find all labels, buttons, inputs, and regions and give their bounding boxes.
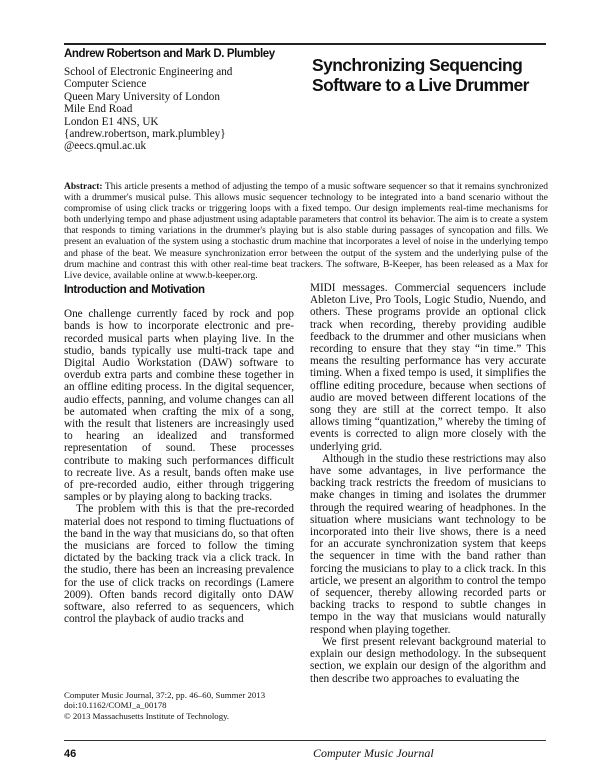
author-names: Andrew Robertson and Mark D. Plumbley: [64, 48, 275, 60]
abstract: [64, 182, 548, 282]
body-paragraph: One challenge currently faced by rock and pop bands is how to incorporate electronic and pre-recorded musical parts when playing live. In the studio, bands typically use multi-track tape and Digital Audio Workstation (DAW) software to overdub extra parts and combine these together in an offline editing process. In the digital sequencer, audio effects, panning, and volume changes can all be automated when crafting the mix of a song, with the result that listeners are increasingly used to hearing an idealized and transformed representation of sound. These processes contribute to making such performances difficult to recreate live. As a result, bands often make use of pre-recorded audio, either through triggering samples or by playing along to backing tracks.: [64, 308, 294, 504]
body-paragraph: MIDI messages. Commercial sequencers include Ableton Live, Pro Tools, Logic Studio, Nuendo, and others. These programs provide an optional click track when recording, thereby providing audible feedback to the drummer and other musicians when recording to ensure that they stay “in time.” This means the resulting performance has very accurate timing. When a fixed tempo is used, it simplifies the offline editing procedure, because when sections of audio are moved between different locations of the song they are still at the correct tempo. It also allows timing “quantization,” whereby the timing of events is corrected to align more closely with the underlying grid.: [310, 282, 546, 453]
section-heading: Introduction and Motivation: [64, 284, 205, 296]
affiliation-line: Mile End Road: [64, 103, 133, 116]
journal-name: Computer Music Journal: [313, 746, 434, 760]
left-column: [64, 282, 294, 625]
copyright-line: © 2013 Massachusetts Institute of Technology.: [64, 710, 230, 721]
affiliation-line: School of Electronic Engineering and: [64, 66, 233, 78]
body-paragraph: We first present relevant background material to explain our design methodology. In the subsequent section, we explain our design of the algorithm and then describe two approaches to evaluating the: [310, 635, 546, 685]
doi-line: doi:10.1162/COMJ_a_00178: [64, 700, 167, 711]
affiliation-line: Computer Science: [64, 78, 147, 91]
affiliation-line: Queen Mary University of London: [64, 90, 220, 103]
citation-line: Computer Music Journal, 37:2, pp. 46–60, Summer 2013: [64, 690, 266, 700]
right-column: [310, 282, 546, 685]
affiliation-line: London E1 4NS, UK: [64, 115, 159, 128]
affiliation-email: {andrew.robertson, mark.plumbley}: [64, 128, 226, 141]
top-rule: [64, 43, 546, 45]
body-paragraph: Although in the studio these restrictions may also have some advantages, in live performance the backing track restricts the freedom of musicians to make changes in timing and isolates the drummer through the required wearing of headphones. In the situation where musicians want technology to be incorporated into their live shows, there is a need for an accurate synchronization system that keeps the sequencer in time with the band rather than forcing the musicians to play to a click track. In this article, we present an algorithm to control the tempo of sequencer, thereby allowing recorded parts or backing tracks to respond to subtle changes in tempo in the way that musicians would naturally respond when playing together.: [310, 452, 546, 636]
article-title: [312, 55, 552, 95]
page-number: 46: [64, 748, 77, 760]
article-title-line: Synchronizing Sequencing: [312, 55, 523, 75]
affiliation-block: [64, 66, 304, 153]
abstract-text: This article presents a method of adjusting the tempo of a music software sequencer so that it remains synchronized with a drummer's musical pulse. This allows music sequencer technology to be integrated into a band scenario without the compromise of using click tracks or triggering loops with a fixed tempo. Our design implements real-time mechanisms for both underlying tempo and phase adjustment using adaptable parameters that control its behavior. The aim is to create a system that responds to timing variations in the drummer's playing but is also stable during passages of syncopation and fills. We present an evaluation of the system using a stochastic drum machine that incorporates a level of noise in the underlying tempo and phase of the beat. We measure synchronization error between the output of the system and the underlying pulse of the drum machine and contrast this with other real-time beat trackers. The software, B-Keeper, has been released as a Max for Live device, available online at www.b-keeper.org.: [64, 182, 548, 281]
body-paragraph: The problem with this is that the pre-recorded material does not respond to timing fluctuations of the band in the way that musicians do, so that often the musicians are forced to follow the timing dictated by the backing track via a click track. In the studio, there has been an increasing prevalence for the use of click tracks on recordings (Lamere 2009). Often bands record digitally onto DAW software, also referred to as sequencers, which control the playback of audio tracks and: [64, 503, 294, 626]
abstract-label: Abstract:: [64, 182, 103, 192]
affiliation-email: @eecs.qmul.ac.uk: [64, 140, 147, 153]
bottom-rule: [64, 740, 546, 741]
citation-footnote: [64, 690, 296, 721]
article-title-line: Software to a Live Drummer: [312, 75, 529, 95]
